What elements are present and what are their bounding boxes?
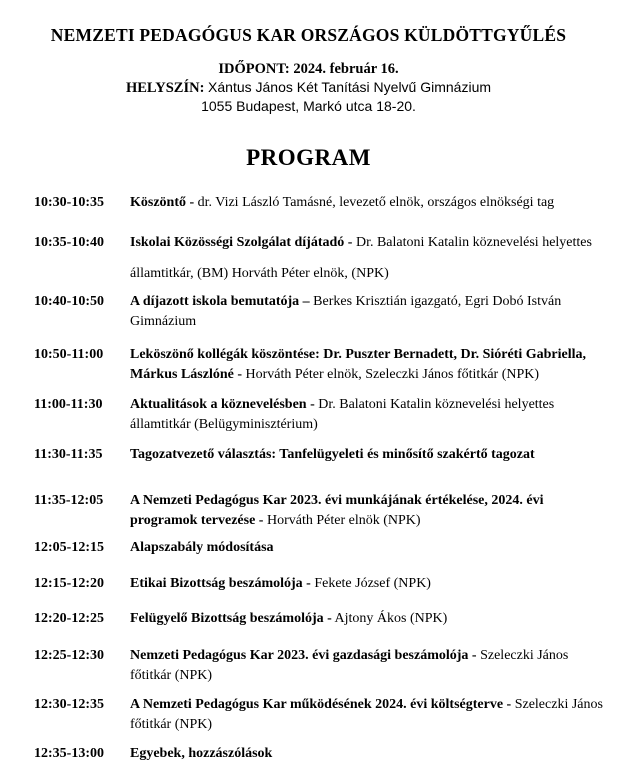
program-item-detail: Dr. Balatoni Katalin köznevelési helyettes államtitkár, (BM) Horváth Péter elnök, (NPK) [130, 235, 592, 281]
program-description [130, 646, 603, 686]
program-time: 10:40-10:50 [34, 294, 104, 309]
program-description [130, 574, 603, 594]
program-time: 11:30-11:35 [34, 447, 103, 462]
program-description [130, 445, 603, 465]
program-row [34, 695, 605, 735]
program-row [34, 193, 605, 213]
program-item-title: A Nemzeti Pedagógus Kar működésének 2024. évi költségterve - [130, 697, 512, 712]
event-address-line: 1055 Budapest, Markó utca 18-20. [201, 98, 416, 114]
program-time: 10:30-10:35 [34, 195, 104, 210]
program-row [34, 345, 605, 385]
program-row [34, 395, 605, 435]
program-item-detail: dr. Vizi László Tamásné, levezető elnök, országos elnökségi tag [197, 195, 555, 210]
event-location-line [0, 78, 617, 97]
program-item-detail: Ajtony Ákos (NPK) [334, 611, 448, 626]
program-item-title: Alapszabály módosítása [130, 540, 274, 555]
program-item-title: Leköszönő kollégák köszöntése: Dr. Puszter Bernadett, Dr. Sióréti Gabriella, Márkus Lászlóné - [130, 347, 587, 382]
program-description [130, 395, 603, 435]
program-description [130, 193, 603, 213]
program-row [34, 538, 605, 558]
program-item-title: A díjazott iskola bemutatója – [130, 294, 310, 309]
program-item-detail: Fekete József (NPK) [314, 576, 431, 591]
program-item-detail: Horváth Péter elnök (NPK) [266, 513, 421, 528]
date-label: IDŐPONT: [218, 61, 290, 77]
program-description [130, 695, 603, 735]
program-item-title: Nemzeti Pedagógus Kar 2023. évi gazdasági beszámolója - [130, 648, 477, 663]
program-row [34, 744, 605, 764]
program-time: 10:35-10:40 [34, 235, 104, 250]
program-description [130, 227, 603, 289]
program-description [130, 538, 603, 558]
program-item-title: Egyebek, hozzászólások [130, 746, 273, 761]
program-description [130, 292, 603, 332]
program-item-title: Aktualitások a köznevelésben - [130, 397, 315, 412]
program-item-detail: Dr. Balatoni Katalin köznevelési helyettes államtitkár (Belügyminisztérium) [130, 397, 555, 432]
program-time: 10:50-11:00 [34, 347, 104, 362]
program-row [34, 227, 605, 289]
program-description [130, 491, 603, 531]
program-row [34, 491, 605, 531]
program-time: 12:35-13:00 [34, 746, 104, 761]
event-info-block [0, 60, 617, 115]
program-row [34, 292, 605, 332]
program-time: 11:35-12:05 [34, 493, 104, 508]
program-schedule [0, 193, 617, 764]
program-item-title: Etikai Bizottság beszámolója - [130, 576, 311, 591]
program-heading: PROGRAM [246, 145, 371, 170]
program-row [34, 574, 605, 594]
program-row [34, 445, 605, 465]
program-time: 12:30-12:35 [34, 697, 104, 712]
page-title: NEMZETI PEDAGÓGUS KAR ORSZÁGOS KÜLDÖTTGYŰLÉS [50, 25, 567, 45]
program-item-detail: Horváth Péter elnök, Szeleczki János főtitkár (NPK) [245, 367, 540, 382]
program-item-title: Köszöntő - [130, 195, 195, 210]
program-description [130, 744, 603, 764]
program-description [130, 609, 603, 629]
program-time: 11:00-11:30 [34, 397, 103, 412]
program-time: 12:25-12:30 [34, 648, 104, 663]
program-row [34, 646, 605, 686]
program-item-title: Felügyelő Bizottság beszámolója - [130, 611, 332, 626]
location-label: HELYSZÍN: [125, 80, 205, 96]
location-value: Xántus János Két Tanítási Nyelvű Gimnázium [208, 79, 492, 95]
program-time: 12:15-12:20 [34, 576, 104, 591]
program-time: 12:20-12:25 [34, 611, 104, 626]
date-value: 2024. február 16. [293, 61, 399, 77]
program-row [34, 609, 605, 629]
program-time: 12:05-12:15 [34, 540, 104, 555]
event-date-line [0, 60, 617, 78]
program-item-detail: Szeleczki János főtitkár (NPK) [130, 648, 569, 683]
program-item-detail: Berkes Krisztián igazgató, Egri Dobó István Gimnázium [130, 294, 562, 329]
program-item-detail: Szeleczki János főtitkár (NPK) [130, 697, 603, 732]
program-item-title: Iskolai Közösségi Szolgálat díjátadó - [130, 235, 353, 250]
program-item-title: A Nemzeti Pedagógus Kar 2023. évi munkájának értékelése, 2024. évi programok tervezése - [130, 493, 544, 528]
program-item-title: Tagozatvezető választás: Tanfelügyeleti és minősítő szakértő tagozat [130, 447, 535, 462]
program-description [130, 345, 603, 385]
